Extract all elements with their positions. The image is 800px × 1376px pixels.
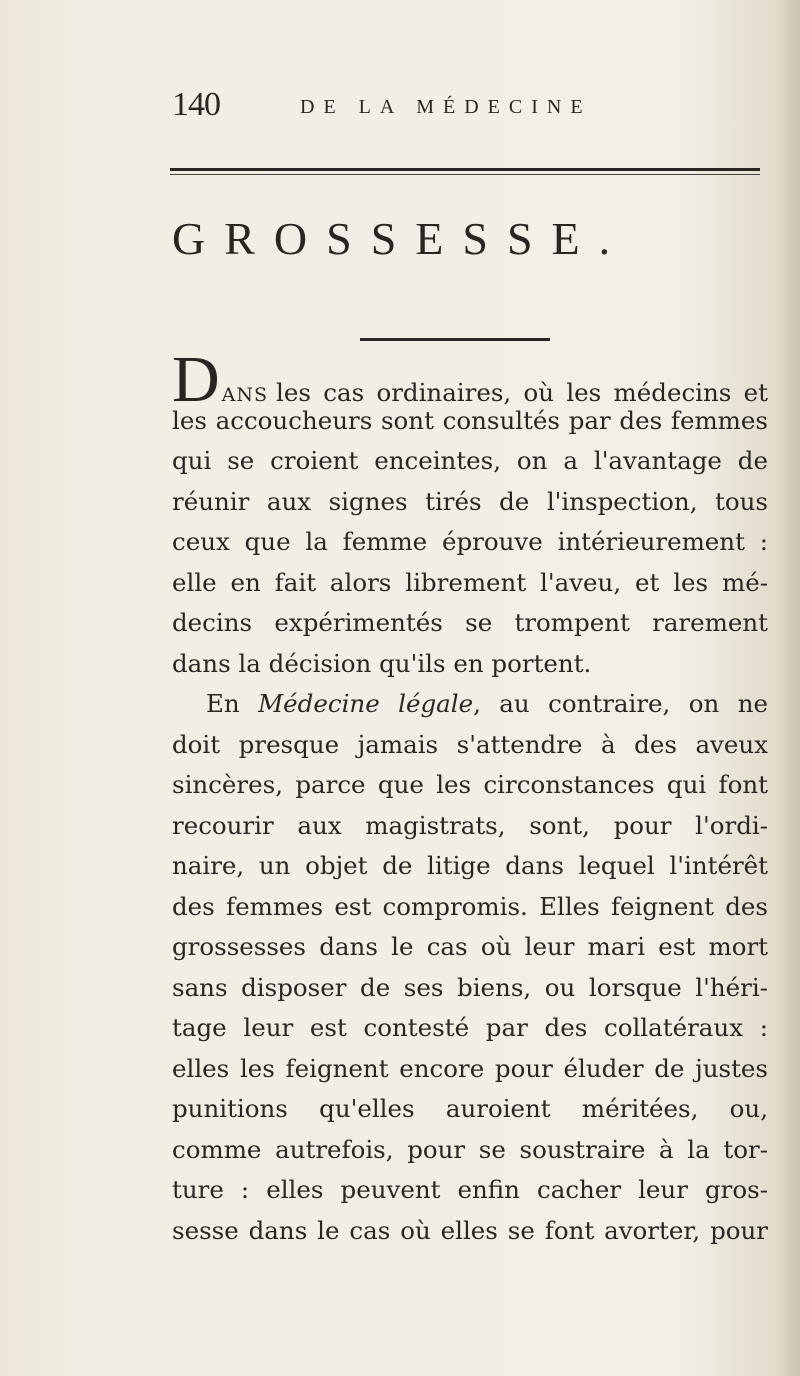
paragraph-2-line: recourir aux magistrats, sont, pour l'ordi- [172,810,768,840]
paragraph-1-line: elle en fait alors librement l'aveu, et les mé- [172,567,768,597]
paragraph-1-line-1-text: les cas ordinaires, où les médecins et [276,378,768,407]
paragraph-1-line: ceux que la femme éprouve intérieurement : [172,527,768,556]
paragraph-2-line: sesse dans le cas où elles se font avorter, pour [172,1215,768,1245]
paragraph-1-line: les accoucheurs sont consultés par des femmes [172,405,768,435]
paragraph-1-line: réunir aux signes tirés de l'inspection, tous [172,486,768,516]
drop-cap: D [172,343,220,416]
paragraph-1-line: decins expérimentés se trompent rarement [172,608,768,637]
paragraph-2-intro: En [206,689,259,718]
small-caps-word: ANS [221,384,269,406]
paragraph-2-line-1 [172,684,768,725]
chapter-title: GROSSESSE. [172,213,630,264]
paragraph-2-line: elles les feignent encore pour éluder de justes [172,1053,768,1083]
body-text [172,343,768,1251]
paragraph-2-line: doit presque jamais s'attendre à des aveux [172,729,768,759]
paragraph-2-line: punitions qu'elles auroient méritées, ou, [172,1094,768,1123]
running-title: DE LA MÉDECINE [300,96,592,118]
paragraph-2-line-1-rest: , au contraire, on ne [473,689,768,718]
header-rule-thin [170,174,760,175]
paragraph-2-line: naire, un objet de litige dans lequel l'intérêt [172,851,768,880]
running-head [172,86,772,136]
header-rule-thick [170,168,760,171]
paragraph-1-line-1 [172,343,768,416]
page-number: 140 [172,86,220,123]
paragraph-1-line: qui se croient enceintes, on a l'avantage de [172,446,768,475]
header-double-rule [170,168,760,176]
paragraph-2-line: ture : elles peuvent enfin cacher leur gros- [172,1175,768,1204]
italic-term: Médecine légale [258,689,474,718]
title-underline-rule [360,338,550,341]
paragraph-2-line: des femmes est compromis. Elles feignent des [172,891,768,921]
paragraph-1-line: dans la décision qu'ils en portent. [172,648,592,678]
paragraph-2-line: sincères, parce que les circonstances qui font [172,770,768,799]
paragraph-2-line: sans disposer de ses biens, ou lorsque l'héri- [172,972,768,1002]
paragraph-2-line: tage leur est contesté par des collatéraux : [172,1013,768,1042]
paragraph-2-line: grossesses dans le cas où leur mari est mort [172,932,768,961]
paragraph-2-line: comme autrefois, pour se soustraire à la tor- [172,1134,768,1164]
